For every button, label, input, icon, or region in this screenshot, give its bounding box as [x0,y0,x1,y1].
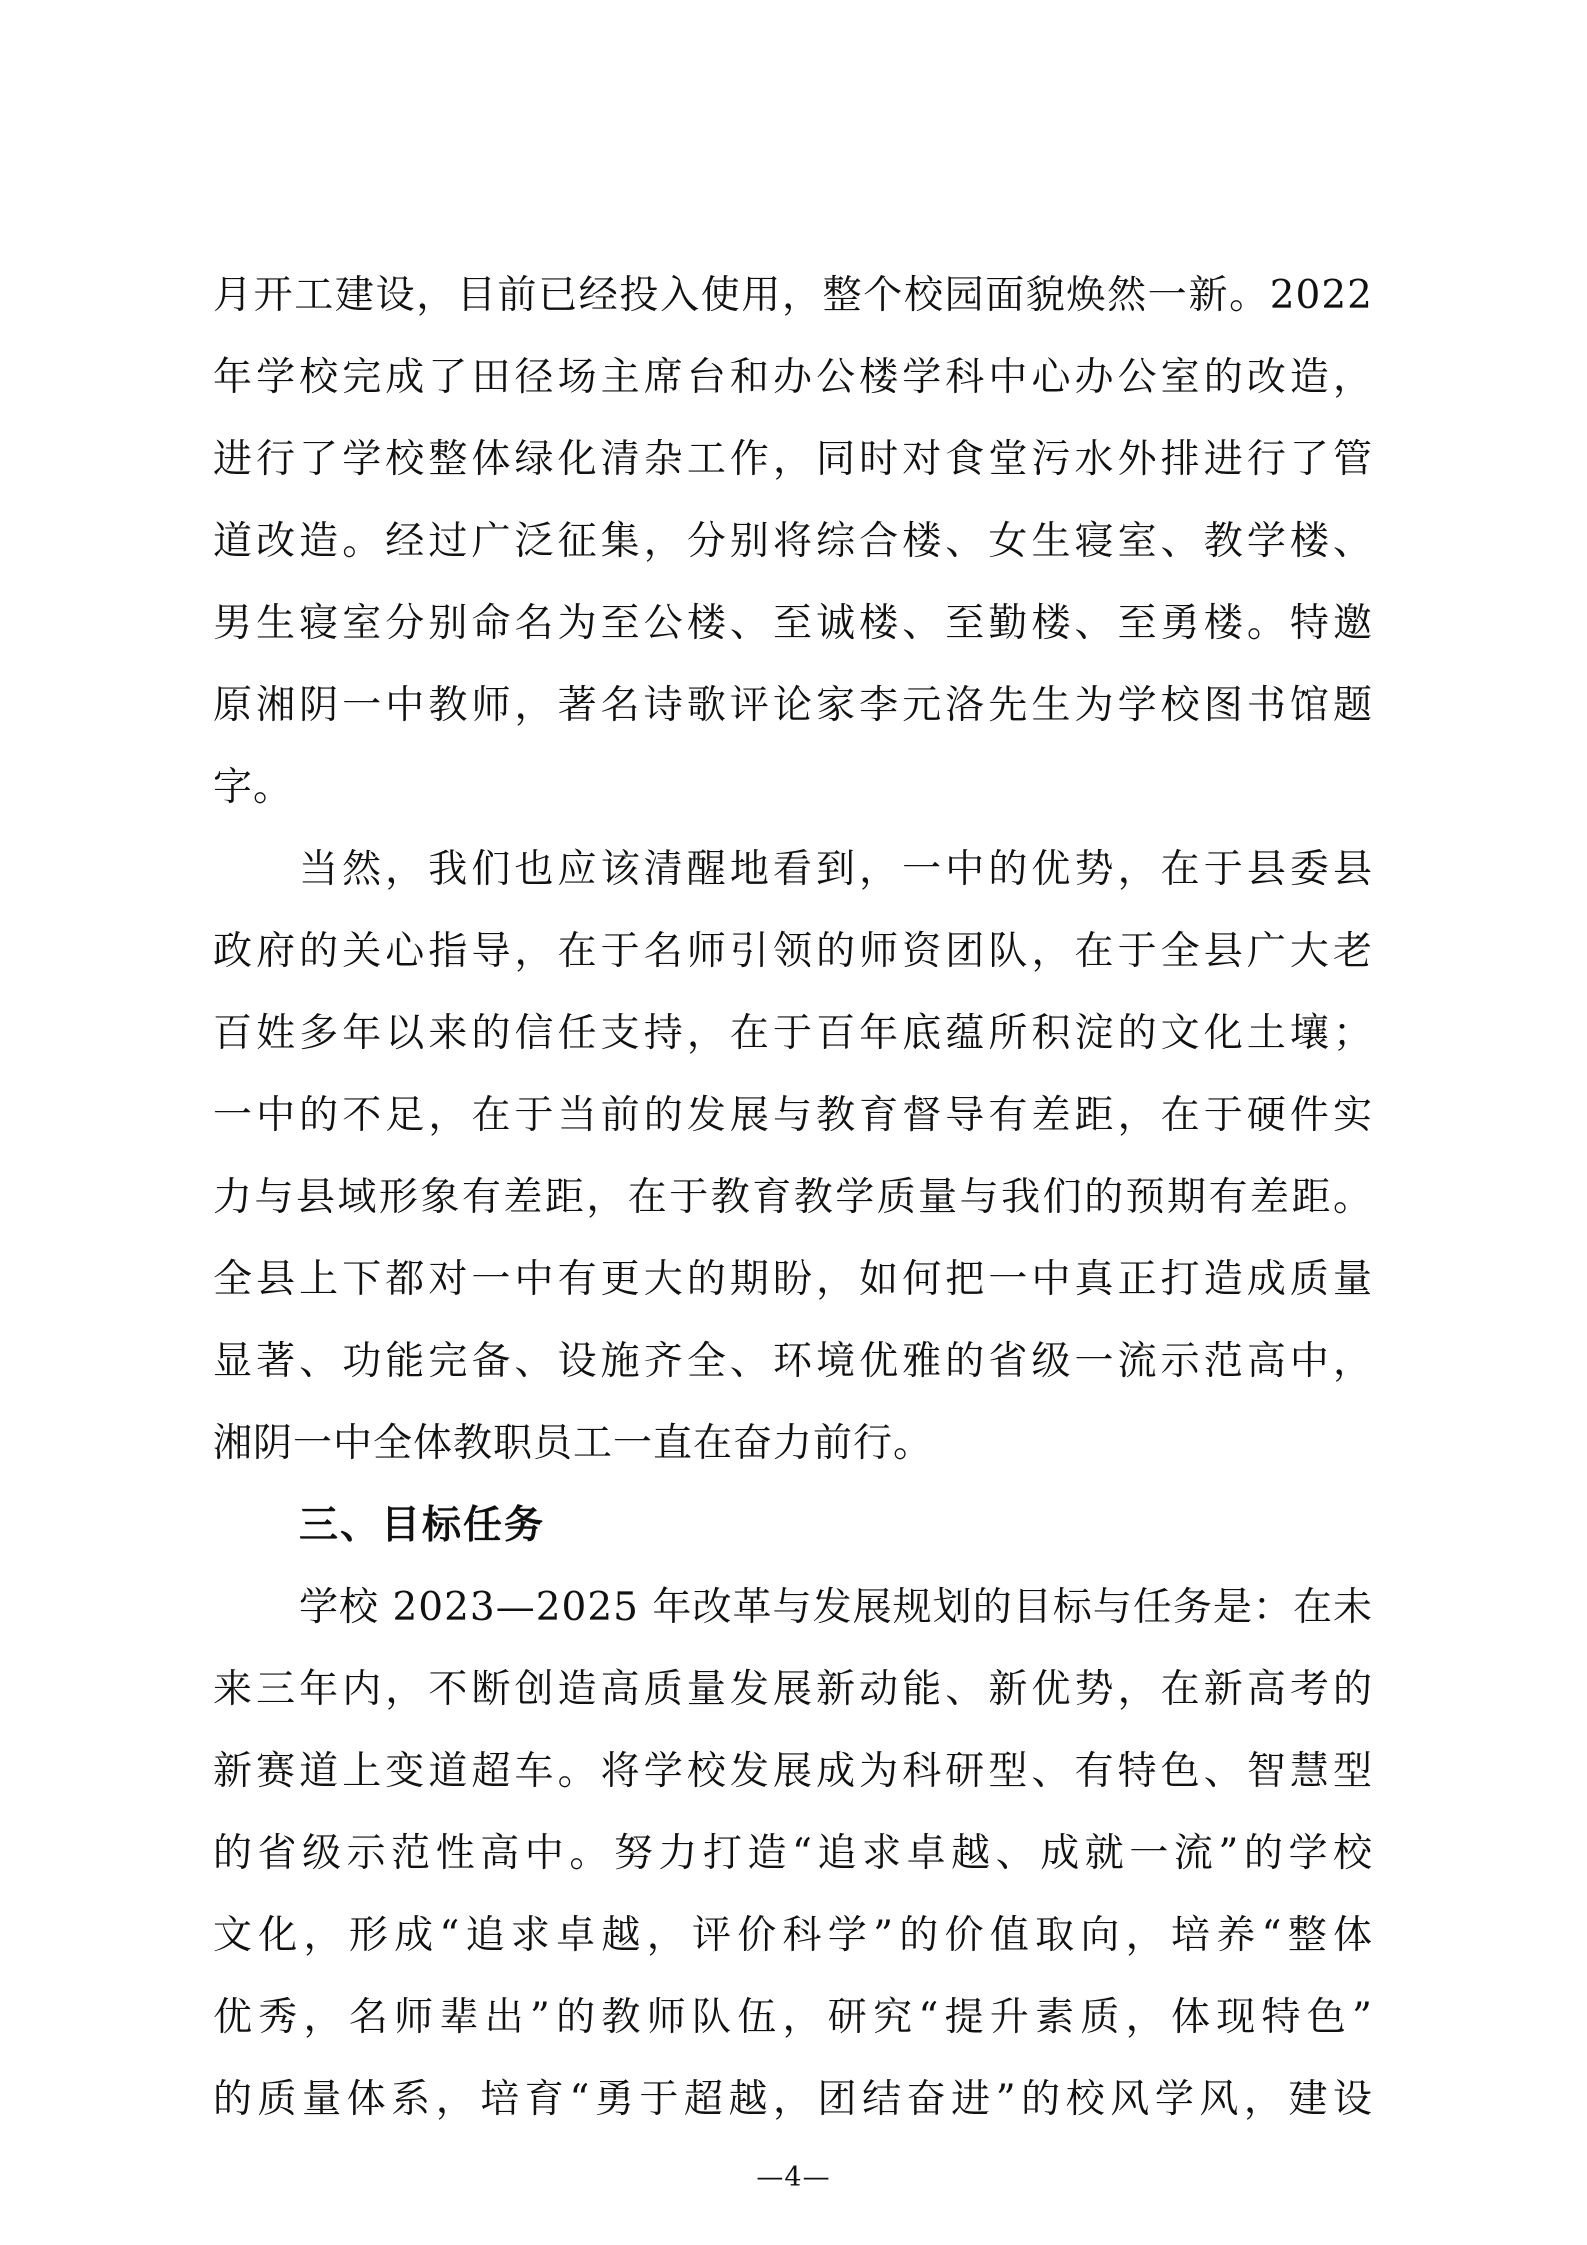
text-line: 新赛道上变道超车。将学校发展成为科研型、有特色、智慧型 [213,1749,1373,1794]
text-line: 的省级示范性高中。努力打造“追求卓越、成就一流”的学校 [213,1831,1373,1876]
paragraph-1 [213,255,1373,829]
paragraph-2 [213,829,1373,1485]
text-line: 原湘阴一中教师，著名诗歌评论家李元洛先生为学校图书馆题 [213,683,1373,728]
text-line: 显著、功能完备、设施齐全、环境优雅的省级一流示范高中， [213,1339,1373,1384]
text-line: 学校 2023—2025 年改革与发展规划的目标与任务是：在未 [299,1585,1373,1630]
paragraph-3 [213,1567,1373,2141]
body-text [213,255,1373,2141]
page-number: —4— [756,2162,831,2193]
text-line: 的质量体系，培育“勇于超越，团结奋进”的校风学风，建设 [213,2077,1373,2122]
text-line: 百姓多年以来的信任支持，在于百年底蕴所积淀的文化土壤； [213,1011,1373,1056]
text-line: 湘阴一中全体教职员工一直在奋力前行。 [213,1421,934,1466]
text-line: 字。 [213,765,294,810]
text-line: 年学校完成了田径场主席台和办公楼学科中心办公室的改造， [213,355,1373,400]
text-line: 道改造。经过广泛征集，分别将综合楼、女生寝室、教学楼、 [213,519,1373,564]
text-line: 优秀，名师辈出”的教师队伍，研究“提升素质，体现特色” [213,1995,1373,2040]
text-line: 进行了学校整体绿化清杂工作，同时对食堂污水外排进行了管 [213,437,1373,482]
text-line: 男生寝室分别命名为至公楼、至诚楼、至勤楼、至勇楼。特邀 [213,601,1373,646]
text-line: 月开工建设，目前已经投入使用，整个校园面貌焕然一新。2022 [213,273,1373,318]
text-line: 力与县域形象有差距，在于教育教学质量与我们的预期有差距。 [213,1175,1373,1220]
text-line: 一中的不足，在于当前的发展与教育督导有差距，在于硬件实 [213,1093,1373,1138]
text-line: 当然，我们也应该清醒地看到，一中的优势，在于县委县 [299,847,1373,892]
text-line: 政府的关心指导，在于名师引领的师资团队，在于全县广大老 [213,929,1373,974]
text-line: 全县上下都对一中有更大的期盼，如何把一中真正打造成质量 [213,1257,1373,1302]
text-line: 文化，形成“追求卓越，评价科学”的价值取向，培养“整体 [213,1913,1373,1958]
section-heading: 三、目标任务 [299,1503,546,1548]
text-line: 来三年内，不断创造高质量发展新动能、新优势，在新高考的 [213,1667,1373,1712]
